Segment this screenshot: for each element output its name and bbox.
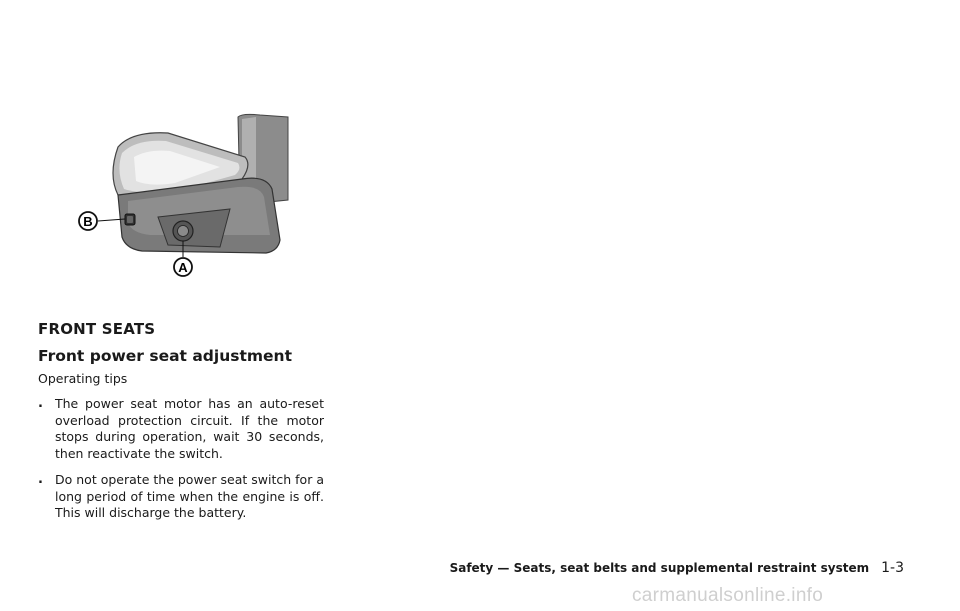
svg-text:B: B: [83, 214, 93, 229]
list-item-text: Do not operate the power seat switch for a long period of time when the engine is off. This will discharge the battery.: [55, 472, 324, 520]
list-item: [38, 396, 324, 462]
operating-tips-label: Operating tips: [38, 371, 128, 386]
bullet-icon: .: [38, 396, 43, 411]
svg-text:A: A: [178, 260, 188, 275]
footer-title: Safety — Seats, seat belts and supplemental restraint system: [449, 561, 870, 575]
list-item-text: The power seat motor has an auto-reset overload protection circuit. If the motor stops during operation, wait 30 seconds, then reactivate the switch.: [55, 396, 324, 461]
section-heading: FRONT SEATS: [38, 320, 156, 338]
power-seat-illustration: [70, 105, 320, 285]
watermark: carmanualsonline.info: [632, 585, 824, 606]
list-item: [38, 472, 324, 522]
callout-a: [174, 258, 192, 276]
bullet-icon: .: [38, 472, 43, 487]
callout-b: [79, 212, 97, 230]
page-footer: [450, 560, 904, 576]
tips-list: [38, 396, 324, 532]
page-number: 1-3: [881, 560, 904, 576]
subsection-heading: Front power seat adjustment: [38, 347, 292, 365]
